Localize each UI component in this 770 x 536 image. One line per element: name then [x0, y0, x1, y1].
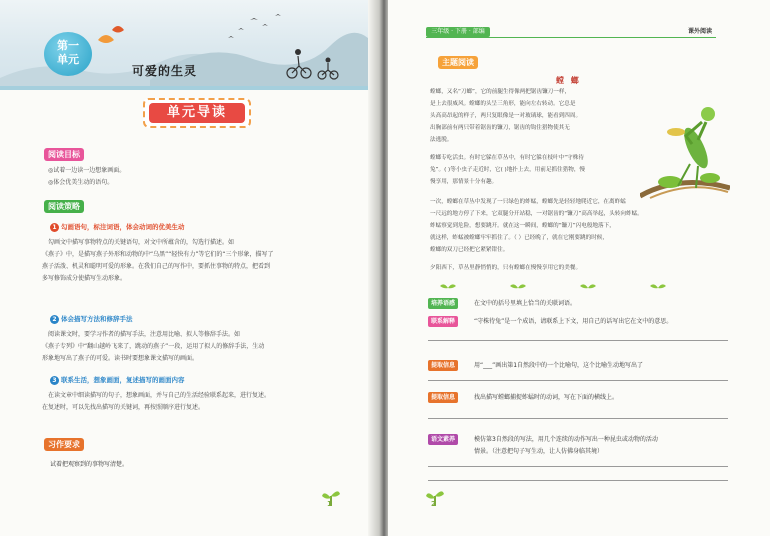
strategy-text: 《燕子》中，是描写燕子外形和动物的中“乌黑”“轻快有力”等它们的“三个形象，描写了 — [42, 251, 274, 258]
story-paragraph: 一次，螳螂在草丛中发现了一只绿色的蚱蜢，螳螂先是轻轻地爬近它，在离蚱蜢 — [430, 199, 626, 205]
question-tag: 提取信息 — [428, 360, 458, 371]
unit-title: 可爱的生灵 — [132, 64, 198, 78]
header-rule — [426, 37, 716, 38]
divider-sprouts — [428, 280, 728, 290]
answer-line[interactable] — [428, 340, 728, 341]
story-paragraph: 头高高昂起的样子，两只复眼像是一对玻璃球，能看到四周。 — [430, 113, 582, 119]
answer-line[interactable] — [428, 418, 728, 419]
question-tag: 联系解释 — [428, 316, 458, 327]
guide-title-box — [143, 98, 251, 128]
question-text: “守株待兔”是一个成语，请联系上下文，用自己的话写出它在文中的意思。 — [474, 318, 673, 325]
unit-banner — [0, 0, 380, 90]
story-paragraph: 出胸部前有两只带着锯齿的镰刀，锯齿的钩住猎物使其无 — [430, 125, 570, 131]
strategy-number: 3 — [50, 376, 59, 385]
strategy-text: 阅读课文时，要学习作者的描写手法，注意用比喻、拟人等修辞手法。如 — [48, 331, 241, 338]
story-paragraph: 螳螂，又名“刀螂”，它的前腿生得像两把锯齿镰刀一样， — [430, 89, 571, 95]
strategy-number: 2 — [50, 315, 59, 324]
strategy-text: 在复述时，可以先找出描写的关键词，再按照顺序进行复述。 — [42, 404, 205, 411]
left-page — [0, 0, 380, 536]
question-tag: 语文素养 — [428, 434, 458, 445]
story-paragraph: 螳螂专吃活虫。有时它躲在草丛中，有时它躲在枝叶中“守株待 — [430, 155, 584, 161]
unit-badge-line2: 单元 — [57, 53, 79, 66]
question-text: 情景。（注意把句子写生动，让人仿佛身临其境） — [474, 448, 604, 455]
story-paragraph: 慢享用，那情景十分有趣。 — [430, 179, 498, 185]
strategy-heading — [50, 375, 185, 385]
writing-text: 试着把观察到的事物写清楚。 — [50, 461, 129, 468]
story-paragraph: 是上去很威风。螳螂的头呈三角形，能向左右转动。它总是 — [430, 101, 576, 107]
page-number: 1 — [327, 500, 332, 508]
unit-badge-line1: 第一 — [57, 39, 79, 52]
question-text: 用“___”画出第1自然段中的一个比喻句，这个比喻生动地写出了 — [474, 362, 644, 369]
question-text: 在文中的括号里填上恰当的关联词语。 — [474, 300, 577, 307]
right-page — [388, 0, 770, 536]
writing-tag: 习作要求 — [44, 438, 84, 451]
section-label: 主题阅读 — [438, 56, 478, 69]
strategy-heading — [50, 314, 133, 324]
question-tag: 提取信息 — [428, 392, 458, 403]
guide-title: 单元导读 — [149, 103, 245, 123]
strategy-text: 燕子活泼、机灵和聪明可爱的形象。在我们自己的写作中，要抓住事物的特点，把看到 — [42, 263, 271, 270]
answer-line[interactable] — [428, 380, 728, 381]
question-tag: 培养语感 — [428, 298, 458, 309]
story-paragraph: 就这样，蚱蜢被螳螂牢牢抓住了。（ ）已经晚了，就在它刚要跳的时候， — [430, 235, 608, 241]
strategy-heading — [50, 222, 185, 232]
answer-line[interactable] — [428, 480, 728, 481]
strategy-text: 形象地写出了燕子的可爱。读书时要想象课文描写的画面。 — [42, 355, 199, 362]
goal-item: ◎试着一边读一边想象画面。 — [48, 167, 126, 174]
strategy-text: 《燕子专列》中“翻山越岭飞来了，跳动的燕子”一段，运用了拟人的修辞手法，生动 — [42, 343, 265, 350]
question-text: 模仿第3自然段的写法，用几个连续的动作写出一种昆虫或动物的活动 — [474, 436, 658, 443]
question-text: 找出描写螳螂捕捉蚱蜢时的动词，写在下面的横线上。 — [474, 394, 619, 401]
story-title: 螳 螂 — [556, 76, 581, 85]
strategy-text: 在读文章中细读描写的句子，想象画面，并与自己的生活经验联系起来，进行复述。 — [48, 392, 271, 399]
strategy-tag: 阅读策略 — [44, 200, 84, 213]
strategy-number: 1 — [50, 223, 59, 232]
header-label: 课外阅读 — [688, 28, 713, 35]
goal-tag: 阅读目标 — [44, 148, 84, 161]
strategy-text: 多写修饰成分使描写生动形象。 — [42, 275, 127, 282]
story-paragraph: 一尺远的地方停了下来，它双腿分开站稳，一对锯齿的“镰刀”高高举起，头转向蚱蜢。 — [430, 211, 643, 217]
answer-line[interactable] — [428, 466, 728, 467]
story-paragraph: 法逃脱。 — [430, 137, 453, 143]
strategy-title: 体会描写方法和修辞手法 — [61, 315, 133, 323]
unit-badge — [44, 32, 92, 76]
page-number: 2 — [431, 500, 436, 508]
grade-label: 三年级 · 下册 · 部编 — [426, 27, 490, 37]
strategy-title: 联系生活，想象画面，复述描写的画面内容 — [61, 376, 185, 384]
story-paragraph: 夕阳西下，草丛里静悄悄的，只有螳螂在慢慢享用它的美餐。 — [430, 265, 582, 271]
strategy-text: 勾画文中描写事物特点的关键语句，对文中所蕴含的，勾选行描述。如 — [48, 239, 235, 246]
strategy-title: 勾画语句，标注词语，体会动词的优美生动 — [61, 223, 185, 231]
story-paragraph: 兔”。( )等小虫子走近时，它( )地扑上去，用前足抓住猎物，慢 — [430, 167, 586, 173]
story-paragraph: 蚱蜢察觉到危险，想要跳开。就在这一瞬间，螳螂的“镰刀”闪电般地落下， — [430, 223, 615, 229]
banner-divider — [0, 86, 380, 90]
story-paragraph: 螳螂的双刀已经把它紧紧钳住。 — [430, 247, 509, 253]
mantis-illustration — [640, 88, 730, 202]
goal-item: ◎体会优美生动的语句。 — [48, 179, 114, 186]
